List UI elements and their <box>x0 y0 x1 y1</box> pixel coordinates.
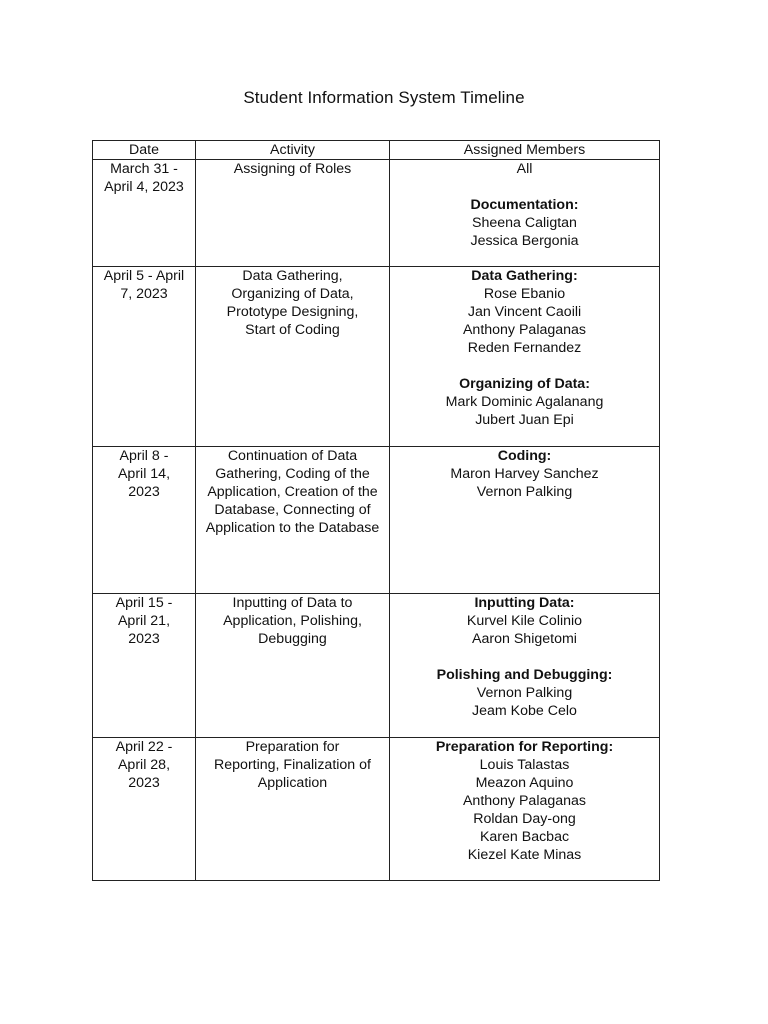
date-cell <box>93 267 196 447</box>
activity-text: Preparation for Reporting, Finalization of Application <box>214 739 371 791</box>
activity-cell <box>196 447 390 594</box>
member-group <box>394 267 655 357</box>
table-row <box>93 160 660 267</box>
activity-cell <box>196 738 390 881</box>
group-label: Organizing of Data: <box>459 376 590 392</box>
member-name: Vernon Palking <box>476 484 573 500</box>
members-cell <box>390 160 660 267</box>
column-header-date: Date <box>93 141 196 160</box>
member-group <box>394 738 655 864</box>
member-name: Aaron Shigetomi <box>472 631 577 647</box>
member-group <box>394 160 655 178</box>
member-name: Anthony Palaganas <box>462 793 587 809</box>
page-title: Student Information System Timeline <box>243 88 525 107</box>
column-header-activity: Activity <box>196 141 390 160</box>
member-name: Rose Ebanio <box>483 286 566 302</box>
table-row <box>93 267 660 447</box>
member-name: Karen Bacbac <box>479 829 570 845</box>
date-cell <box>93 738 196 881</box>
member-group <box>394 196 655 250</box>
member-name: All <box>516 161 533 177</box>
member-name: Anthony Palaganas <box>462 322 587 338</box>
date-text: April 8 - April 14, 2023 <box>117 448 171 500</box>
activity-text: Data Gathering, Organizing of Data, Prototype Designing, Start of Coding <box>226 268 359 338</box>
date-text: April 15 - April 21, 2023 <box>115 595 173 647</box>
group-label: Preparation for Reporting: <box>435 739 614 755</box>
member-name: Kiezel Kate Minas <box>467 847 582 863</box>
members-cell <box>390 594 660 738</box>
member-group <box>394 666 655 720</box>
member-name: Jeam Kobe Celo <box>472 703 577 719</box>
activity-text: Inputting of Data to Application, Polishing, Debugging <box>223 595 362 647</box>
date-text: April 5 - April 7, 2023 <box>103 268 185 302</box>
member-name: Jessica Bergonia <box>470 233 579 249</box>
member-group <box>394 447 655 501</box>
table-row <box>93 594 660 738</box>
member-group <box>394 375 655 429</box>
members-cell <box>390 267 660 447</box>
group-label: Polishing and Debugging: <box>436 667 613 683</box>
group-label: Documentation: <box>470 197 579 213</box>
date-cell <box>93 160 196 267</box>
member-name: Roldan Day-ong <box>473 811 576 827</box>
group-label: Inputting Data: <box>474 595 575 611</box>
column-header-assigned-members: Assigned Members <box>390 141 660 160</box>
member-name: Reden Fernandez <box>467 340 582 356</box>
date-text: March 31 - April 4, 2023 <box>104 161 184 195</box>
member-name: Sheena Caligtan <box>472 215 577 231</box>
member-name: Meazon Aquino <box>475 775 574 791</box>
table-row <box>93 738 660 881</box>
date-cell <box>93 594 196 738</box>
group-label: Data Gathering: <box>471 268 578 284</box>
activity-text: Continuation of Data Gathering, Coding of the Application, Creation of the Database, Connecting of Application to the Database <box>205 448 380 536</box>
group-label: Coding: <box>497 448 552 464</box>
member-name: Vernon Palking <box>476 685 573 701</box>
activity-cell <box>196 160 390 267</box>
member-name: Kurvel Kile Colinio <box>466 613 583 629</box>
members-cell <box>390 738 660 881</box>
timeline-table <box>92 140 660 881</box>
header-row <box>93 141 660 160</box>
table-row <box>93 447 660 594</box>
member-name: Jan Vincent Caoili <box>467 304 582 320</box>
activity-text: Assigning of Roles <box>233 161 352 177</box>
member-name: Maron Harvey Sanchez <box>450 466 599 482</box>
activity-cell <box>196 594 390 738</box>
activity-cell <box>196 267 390 447</box>
member-name: Jubert Juan Epi <box>475 412 574 428</box>
members-cell <box>390 447 660 594</box>
date-text: April 22 - April 28, 2023 <box>115 739 173 791</box>
date-cell <box>93 447 196 594</box>
member-name: Louis Talastas <box>479 757 570 773</box>
member-name: Mark Dominic Agalanang <box>445 394 604 410</box>
member-group <box>394 594 655 648</box>
